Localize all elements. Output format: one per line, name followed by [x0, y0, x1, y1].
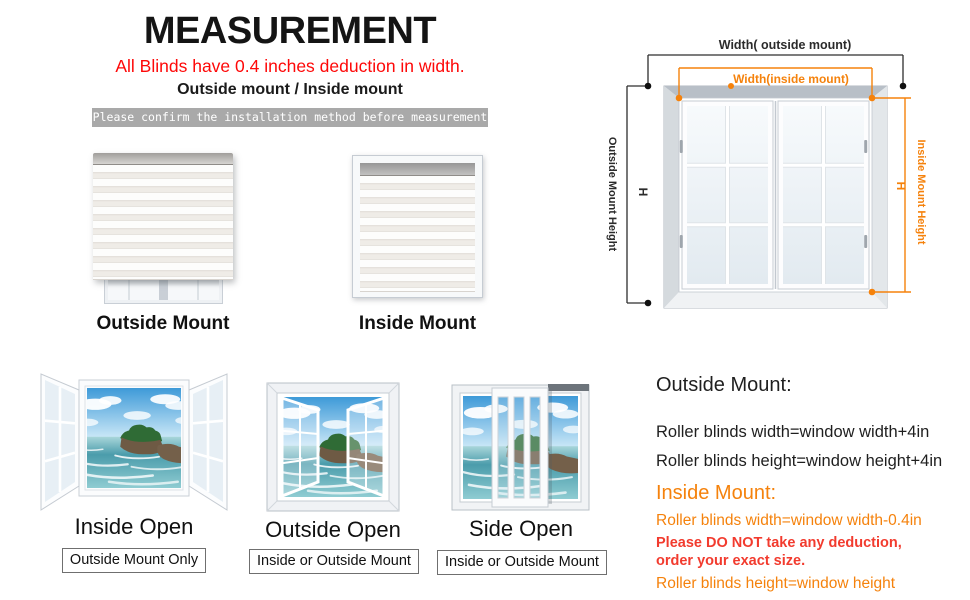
blind-stripes [360, 176, 475, 292]
open-sash-right [348, 398, 384, 496]
inside-mount-illustration [352, 155, 483, 298]
side-open-illustration [448, 381, 593, 514]
outside-open-label: Outside Open [265, 517, 401, 542]
blind-cassette [93, 153, 233, 165]
outside-mount-title: Outside Mount: [656, 374, 792, 396]
seascape-view [72, 388, 197, 488]
side-open-mount-box [437, 550, 605, 575]
open-sash-left [282, 398, 318, 496]
height-outside-label: Outside Mount Height [606, 136, 618, 252]
open-sash-right [189, 374, 227, 510]
inside-height-formula: Roller blinds height=window height [656, 575, 896, 592]
window-measurement-diagram [595, 20, 970, 335]
mount-box-label: Inside or Outside Mount [437, 550, 607, 575]
mount-box-label: Outside Mount Only [62, 548, 206, 573]
outside-open-mount-box [249, 549, 417, 574]
h-label-right: H [894, 181, 908, 191]
deduction-note: All Blinds have 0.4 inches deduction in width. [115, 55, 465, 76]
deduction-warning-line1: Please DO NOT take any deduction, [656, 535, 902, 551]
outside-mount-label: Outside Mount [96, 313, 230, 334]
h-label-left: H [636, 187, 650, 197]
outside-height-formula: Roller blinds height=window height+4in [656, 452, 943, 470]
top-track [548, 384, 589, 391]
page-title: MEASUREMENT [143, 10, 437, 52]
mount-instructions [656, 374, 968, 600]
inside-mount-label: Inside Mount [358, 313, 477, 334]
width-inside-label: Width(inside mount) [733, 72, 849, 86]
blind-stripes [93, 165, 233, 280]
outside-open-illustration [265, 381, 401, 513]
width-outside-label: Width( outside mount) [718, 38, 852, 52]
height-inside-label: Inside Mount Height [915, 139, 927, 245]
mount-box-label: Inside or Outside Mount [249, 549, 419, 574]
inside-open-label: Inside Open [74, 514, 194, 539]
mount-types-line: Outside mount / Inside mount [177, 80, 403, 98]
open-sash-left [41, 374, 79, 510]
inside-open-illustration [33, 368, 235, 516]
deduction-warning-line2: order your exact size. [656, 553, 806, 569]
zebra-blind [93, 153, 233, 280]
confirm-banner: Please confirm the installation method before measurement [92, 108, 488, 127]
header [55, 12, 525, 127]
sliding-panel [492, 388, 552, 507]
blind-cassette [360, 163, 475, 176]
inside-width-formula: Roller blinds width=window width-0.4in [656, 512, 922, 529]
outside-width-formula: Roller blinds width=window width+4in [656, 423, 930, 441]
outside-mount-illustration [93, 153, 233, 303]
inside-open-mount-box [33, 548, 235, 573]
side-open-label: Side Open [469, 516, 573, 541]
inside-mount-title: Inside Mount: [656, 482, 777, 504]
